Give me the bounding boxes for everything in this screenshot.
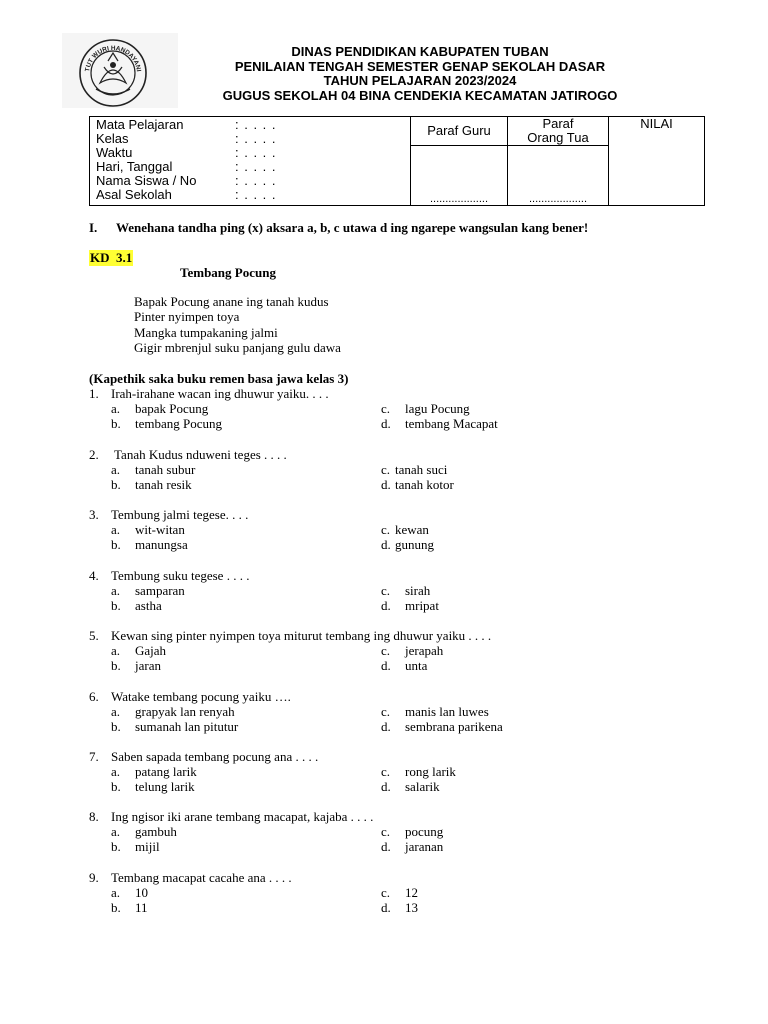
option-b[interactable]: b. tembang Pocung — [111, 416, 223, 432]
poem-line: Bapak Pocung anane ing tanah kudus — [134, 294, 329, 309]
svg-text:TUT WURI HANDAYANI: TUT WURI HANDAYANI — [84, 44, 142, 73]
poem-line: Pinter nyimpen toya — [134, 309, 240, 325]
option-b[interactable]: b. sumanah lan pitutur — [111, 719, 239, 735]
question-1: 1. Irah-irahane wacan ing dhuwur yaiku. . . . a. bapak Pocung c. lagu Pocung b. tembang Pocung d. tembang Macapat — [89, 386, 498, 432]
option-a[interactable]: a. tanah subur — [111, 462, 196, 478]
question-3: 3. Tembung jalmi tegese. . . . a. wit-witan c. kewan b. manungsa d. gunung — [89, 507, 434, 553]
option-b[interactable]: b. telung larik — [111, 779, 195, 795]
field-row-asal-sekolah[interactable]: Asal Sekolah : . . . . — [96, 187, 277, 202]
option-a[interactable]: a. Gajah — [111, 643, 167, 659]
field-row-hari-tanggal[interactable]: Hari, Tanggal : . . . . — [96, 159, 277, 174]
poem-line: Gigir mbrenjul suku panjang gulu dawa — [134, 339, 341, 355]
logo-emblem-icon — [78, 37, 148, 107]
option-d[interactable]: d. tanah kotor — [381, 477, 454, 493]
option-d[interactable]: d. 13 — [381, 900, 418, 916]
option-c[interactable]: c. manis lan luwes — [381, 704, 489, 720]
option-b[interactable]: b. astha — [111, 598, 162, 614]
student-identity-table — [89, 116, 705, 206]
tut-wuri-handayani-logo — [62, 33, 178, 108]
document-header — [170, 45, 670, 103]
question-2: 2. Tanah Kudus nduweni teges . . . . a. tanah subur c. tanah suci b. tanah resik d. tanah kotor — [89, 447, 454, 493]
option-b[interactable]: b. jaran — [111, 658, 161, 674]
kd-label: KD 3.1 — [90, 250, 133, 265]
header-line-exam: PENILAIAN TENGAH SEMESTER GENAP SEKOLAH DASAR — [234, 58, 606, 74]
header-line-office: DINAS PENDIDIKAN KABUPATEN TUBAN — [291, 44, 549, 59]
option-d[interactable]: d. jaranan — [381, 839, 444, 855]
question-6: 6. Watake tembang pocung yaiku …. a. grapyak lan renyah c. manis lan luwes b. sumanah lan pitutur d. sembrana parikena — [89, 689, 503, 735]
option-a[interactable]: a. patang larik — [111, 764, 197, 780]
option-d[interactable]: d. tembang Macapat — [381, 416, 498, 432]
option-a[interactable]: a. gambuh — [111, 824, 177, 840]
field-row-nama-siswa[interactable]: Nama Siswa / No : . . . . — [96, 173, 277, 188]
nilai-cell: NILAI — [609, 117, 705, 206]
option-c[interactable]: c. sirah — [381, 583, 431, 599]
poem-text — [134, 294, 341, 355]
option-b[interactable]: b. mijil — [111, 839, 160, 855]
question-4: 4. Tembung suku tegese . . . . a. samparan c. sirah b. astha d. mripat — [89, 568, 439, 614]
poem-line: Mangka tumpakaning jalmi — [134, 324, 278, 340]
source-note: (Kapethik saka buku remen basa jawa kelas 3) — [89, 371, 349, 386]
option-d[interactable]: d. sembrana parikena — [381, 719, 503, 735]
option-c[interactable]: c. lagu Pocung — [381, 401, 470, 417]
paraf-guru-header: Paraf Guru — [411, 117, 508, 146]
option-b[interactable]: b. tanah resik — [111, 477, 192, 493]
header-line-year: TAHUN PELAJARAN 2023/2024 — [323, 73, 517, 88]
identity-fields-cell — [90, 117, 411, 206]
option-c[interactable]: c. rong larik — [381, 764, 456, 780]
option-d[interactable]: d. salarik — [381, 779, 440, 795]
option-c[interactable]: c. tanah suci — [381, 462, 448, 478]
option-a[interactable]: a. bapak Pocung — [111, 401, 209, 417]
header-line-cluster: GUGUS SEKOLAH 04 BINA CENDEKIA KECAMATAN JATIROGO — [222, 87, 618, 103]
option-d[interactable]: d. mripat — [381, 598, 439, 614]
field-row-mata-pelajaran[interactable]: Mata Pelajaran : . . . . — [96, 117, 277, 132]
paraf-orang-tua-sign-box[interactable]: ................... — [508, 146, 609, 206]
option-a[interactable]: a. wit-witan — [111, 522, 185, 538]
option-c[interactable]: c. pocung — [381, 824, 444, 840]
option-c[interactable]: c. kewan — [381, 522, 429, 538]
option-d[interactable]: d. gunung — [381, 537, 434, 553]
option-a[interactable]: a. 10 — [111, 885, 148, 901]
question-7: 7. Saben sapada tembang pocung ana . . . . a. patang larik c. rong larik b. telung larik d. salarik — [89, 749, 456, 795]
question-5: 5. Kewan sing pinter nyimpen toya miturut tembang ing dhuwur yaiku . . . . a. Gajah c. jerapah b. jaran d. unta — [89, 628, 492, 674]
field-row-kelas[interactable]: Kelas : . . . . — [96, 131, 277, 146]
question-9: 9. Tembang macapat cacahe ana . . . . a. 10 c. 12 b. 11 d. 13 — [89, 870, 418, 916]
field-row-waktu[interactable]: Waktu : . . . . — [96, 145, 277, 160]
option-c[interactable]: c. jerapah — [381, 643, 444, 659]
option-b[interactable]: b. manungsa — [111, 537, 188, 553]
question-8: 8. Ing ngisor iki arane tembang macapat, kajaba . . . . a. gambuh c. pocung b. mijil d. jaranan — [89, 809, 444, 855]
option-d[interactable]: d. unta — [381, 658, 428, 674]
poem-title: Tembang Pocung — [180, 265, 276, 280]
option-b[interactable]: b. 11 — [111, 900, 148, 916]
option-a[interactable]: a. samparan — [111, 583, 185, 599]
section-instruction: I. Wenehana tandha ping (x) aksara a, b, c utawa d ing ngarepe wangsulan kang bener! — [89, 220, 589, 235]
paraf-orang-tua-header: Paraf Orang Tua — [508, 117, 609, 146]
paraf-guru-sign-box[interactable]: ................... — [411, 146, 508, 206]
option-a[interactable]: a. grapyak lan renyah — [111, 704, 235, 720]
option-c[interactable]: c. 12 — [381, 885, 418, 901]
